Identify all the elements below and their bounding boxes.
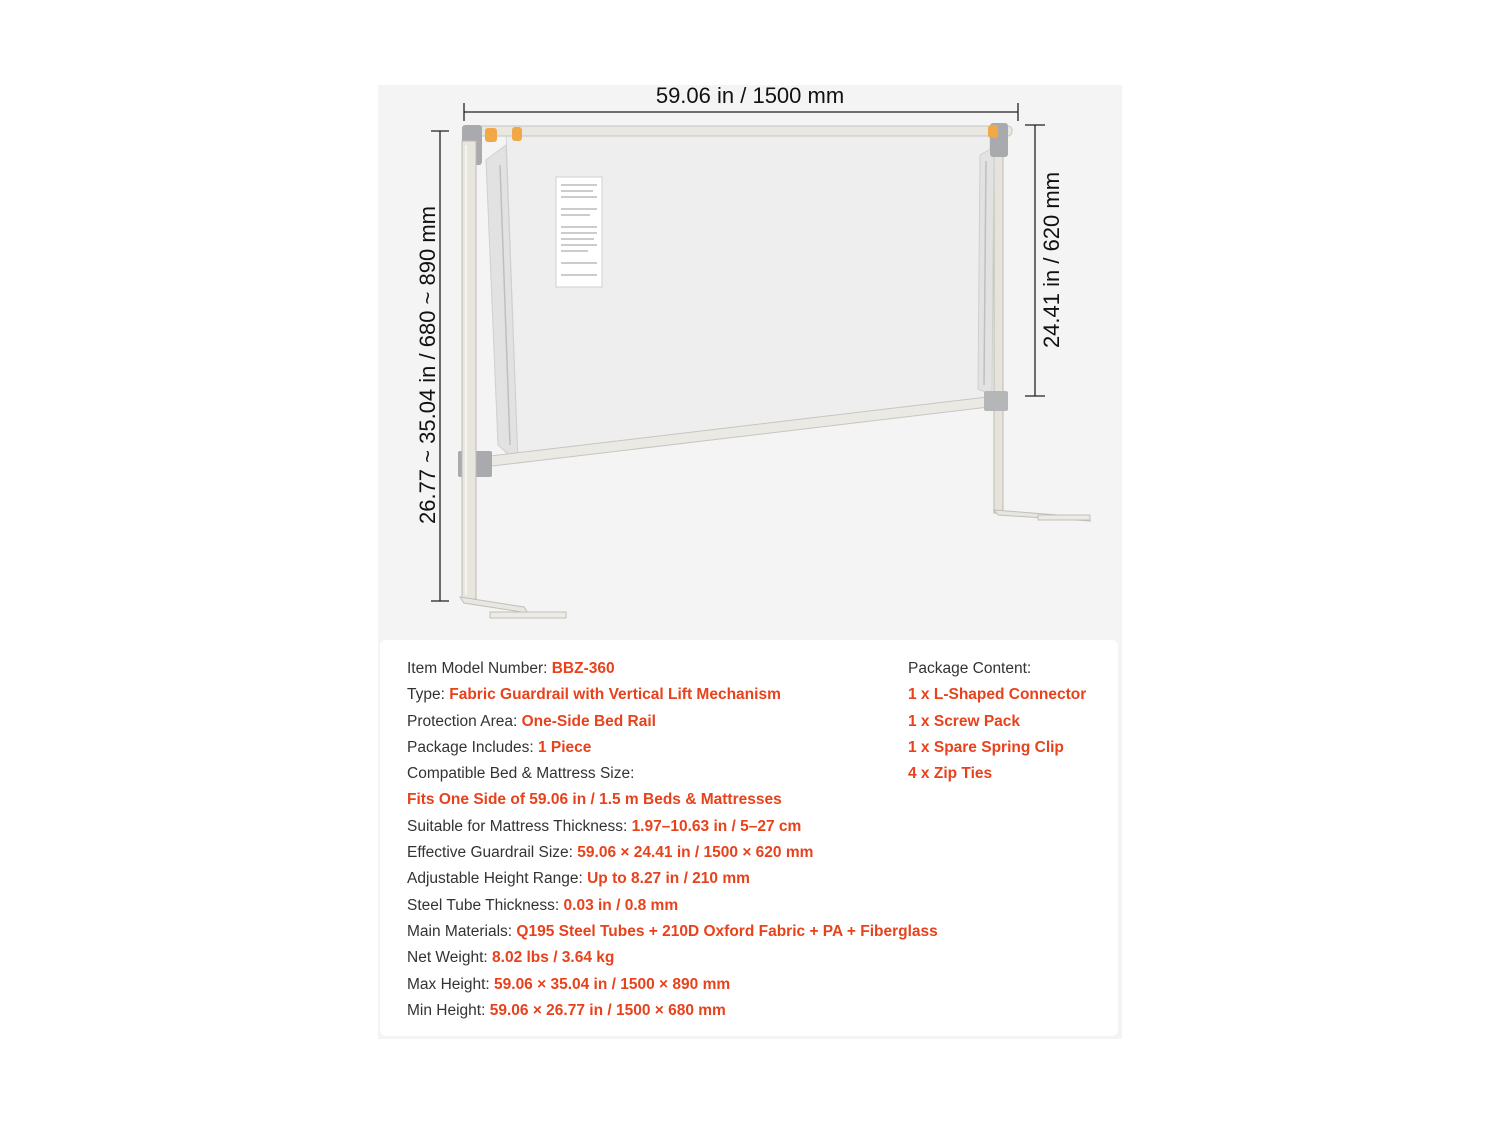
spec-label: Package Includes:	[407, 738, 534, 756]
spec-list	[407, 656, 938, 1024]
spec-value: One-Side Bed Rail	[521, 712, 656, 730]
spec-row-tube-thickness	[407, 893, 938, 919]
product-card	[378, 85, 1122, 1039]
spec-value: 1 Piece	[537, 738, 592, 756]
spec-label: Suitable for Mattress Thickness:	[407, 817, 628, 835]
spec-row-package-includes	[407, 735, 938, 761]
spec-row-compatible-size	[407, 761, 938, 787]
height-range-label: 26.77 ~ 35.04 in / 680 ~ 890 mm	[415, 205, 440, 525]
spec-value: 59.06 × 24.41 in / 1500 × 620 mm	[577, 844, 814, 862]
spec-value: Q195 Steel Tubes + 210D Oxford Fabric + PA + Fiberglass	[516, 922, 938, 940]
spec-value: Up to 8.27 in / 210 mm	[587, 870, 750, 888]
spec-value: 0.03 in / 0.8 mm	[563, 896, 679, 914]
package-item: 4 x Zip Ties	[908, 765, 993, 783]
spec-row-materials	[407, 919, 938, 945]
spec-value: 8.02 lbs / 3.64 kg	[492, 949, 615, 967]
spec-label: Max Height:	[407, 975, 490, 993]
package-item: 1 x L-Shaped Connector	[908, 686, 1087, 704]
package-content	[908, 656, 1086, 787]
spec-label: Min Height:	[407, 1001, 486, 1019]
spec-label: Adjustable Height Range:	[407, 870, 583, 888]
spec-row-compatible-size-value	[407, 787, 938, 813]
bed-rail-illustration	[378, 85, 1122, 640]
lower-connector-right	[984, 391, 1008, 411]
package-item: 1 x Screw Pack	[908, 712, 1021, 730]
panel-height-label: 24.41 in / 620 mm	[1039, 171, 1064, 349]
spec-row-type	[407, 682, 938, 708]
spec-value: Fabric Guardrail with Vertical Lift Mechanism	[449, 686, 781, 704]
top-rail	[464, 126, 1012, 136]
spec-row-model	[407, 656, 938, 682]
spec-row-height-range	[407, 866, 938, 892]
spec-row-protection-area	[407, 709, 938, 735]
specifications-panel	[380, 640, 1118, 1036]
spec-label: Type:	[407, 686, 445, 704]
spec-label: Compatible Bed & Mattress Size:	[407, 765, 635, 783]
spec-value: 59.06 × 26.77 in / 1500 × 680 mm	[489, 1001, 726, 1019]
spec-label: Protection Area:	[407, 712, 518, 730]
spec-value: 1.97–10.63 in / 5–27 cm	[631, 817, 802, 835]
spec-row-min-height	[407, 998, 938, 1024]
spec-value: BBZ-360	[551, 660, 615, 677]
spec-row-max-height	[407, 972, 938, 998]
package-item: 1 x Spare Spring Clip	[908, 738, 1064, 756]
spec-value: 59.06 × 35.04 in / 1500 × 890 mm	[494, 975, 731, 993]
spec-label: Effective Guardrail Size:	[407, 844, 573, 862]
package-content-title: Package Content:	[908, 660, 1032, 677]
product-label-sticker	[556, 177, 602, 287]
spec-label: Main Materials:	[407, 922, 513, 940]
spec-row-mattress-thickness	[407, 814, 938, 840]
spec-value: Fits One Side of 59.06 in / 1.5 m Beds & Mattresses	[407, 791, 782, 809]
spec-label: Net Weight:	[407, 949, 488, 967]
spec-label: Steel Tube Thickness:	[407, 896, 560, 914]
product-image	[378, 85, 1122, 640]
spec-row-guardrail-size	[407, 840, 938, 866]
spec-row-net-weight	[407, 945, 938, 971]
width-dimension-label: 59.06 in / 1500 mm	[655, 83, 845, 108]
spec-label: Item Model Number:	[407, 660, 548, 677]
